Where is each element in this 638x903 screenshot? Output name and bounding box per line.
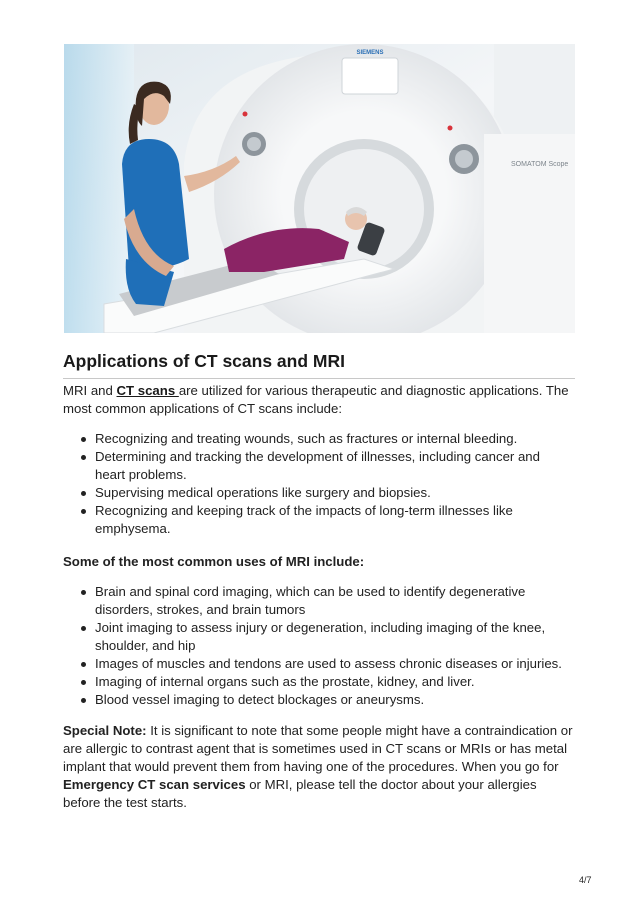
list-item: Joint imaging to assess injury or degeneration, including imaging of the knee, shoulder, and hip (63, 619, 573, 655)
intro-paragraph (63, 382, 573, 418)
list-item: Imaging of internal organs such as the prostate, kidney, and liver. (63, 673, 573, 691)
list-item: Recognizing and keeping track of the impacts of long-term illnesses like emphysema. (63, 502, 573, 538)
list-item: Brain and spinal cord imaging, which can be used to identify degenerative disorders, strokes, and brain tumors (63, 583, 573, 619)
emergency-ct-services-text: Emergency CT scan services (63, 777, 246, 792)
intro-text-before: MRI and (63, 383, 117, 398)
intro-text-after: are utilized for various therapeutic and diagnostic applications. The most common applications of CT scans include: (63, 383, 569, 416)
ct-scans-link[interactable]: CT scans (116, 383, 179, 398)
list-item: Supervising medical operations like surgery and biopsies. (63, 484, 573, 502)
special-note-paragraph (63, 722, 573, 812)
ct-uses-list (63, 430, 573, 538)
special-note-label: Special Note: (63, 723, 147, 738)
list-item: Recognizing and treating wounds, such as fractures or internal bleeding. (63, 430, 573, 448)
scanner-model-label: SOMATOM Scope (511, 161, 569, 168)
list-item: Images of muscles and tendons are used to assess chronic diseases or injuries. (63, 655, 573, 673)
section-heading: Applications of CT scans and MRI (63, 351, 575, 379)
mri-uses-list (63, 583, 573, 709)
list-item: Determining and tracking the development of illnesses, including cancer and heart problems. (63, 448, 573, 484)
special-note-text-end: or MRI, please tell the doctor about your allergies before the test starts. (63, 777, 537, 810)
page-number: 4/7 (579, 875, 592, 885)
ct-scanner-photo (64, 44, 575, 333)
list-item: Blood vessel imaging to detect blockages or aneurysms. (63, 691, 573, 709)
ct-scanner-illustration (64, 44, 575, 333)
mri-uses-heading: Some of the most common uses of MRI include: (63, 554, 365, 569)
scanner-brand-label: SIEMENS (356, 50, 384, 56)
special-note-text: It is significant to note that some people might have a contraindication or are allergic to contrast agent that is sometimes used in CT scans or MRIs or has metal implant that would prevent them from having one of the procedures. When you go for (63, 723, 573, 774)
